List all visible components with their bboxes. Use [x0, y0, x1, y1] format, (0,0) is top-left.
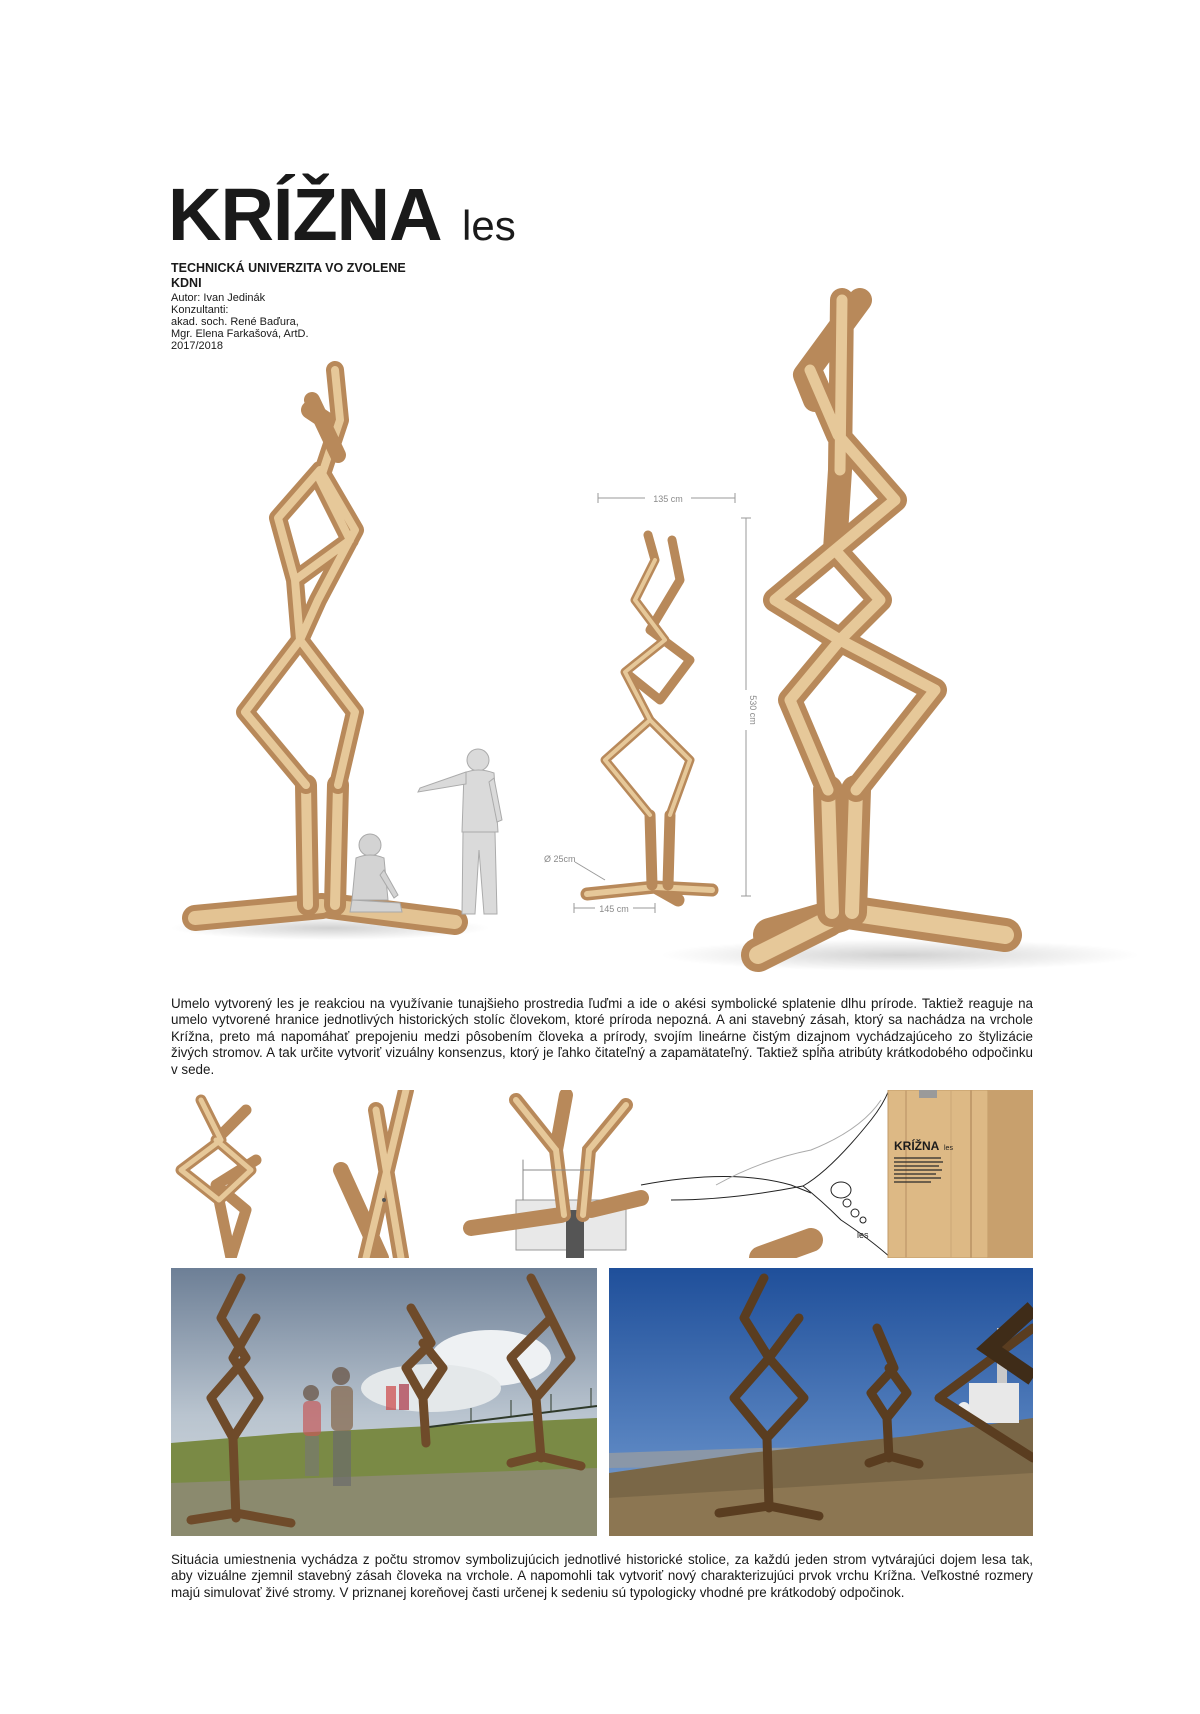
post-label-title: KRÍŽNA: [894, 1139, 940, 1153]
tree-sculpture-right: [660, 300, 1140, 971]
detail-foundation: [471, 1095, 641, 1258]
detail-trunk-joint: [341, 1090, 406, 1258]
tree-sculpture-left: [170, 370, 490, 940]
map-label-les: les: [857, 1230, 869, 1240]
description-paragraph-1: Umelo vytvorený les je reakciou na využívanie tunajšieho prostredia ľuďmi a ide o akési symbolické splatenie dlhu prírode. Taktiež reaguje na umelo vytvorené hranice jednotlivých historických stolíc človekom, ktoré príroda nepozná. A ani stavebný zásah, ktorý sa nachádza na vrchole Krížna, preto má napomáhať prepojeniu medzi pôsobením človeka a prírody, svojím lineárne čistým dizajnom vychádzajúceho zo štylizácie živých stromov. A tak určite vytvoriť vizuálny konsenzus, ktorý je ľahko čitateľný a zapamätateľný. Taktiež spĺňa atribúty krátkodobého odpočinku v sede.: [171, 996, 1033, 1077]
detail-zigzag: [181, 1100, 256, 1258]
post-label-text-lines: [894, 1158, 943, 1182]
author-line: Autor: Ivan Jedinák: [171, 292, 266, 304]
detail-post-label: [761, 1090, 1033, 1258]
dim-width-top: 135 cm: [653, 494, 683, 504]
description-paragraph-2: Situácia umiestnenia vychádza z počtu stromov symbolizujúcich jednotlivé historické stolice, za každú jeden strom vytvárajúci dojem lesa tak, aby vizuálne zjemnil stavebný zásah človeka na vrchole. A napomohli tak vytvoriť nový charakterizujúci prvok vrchu Krížna. Veľkostné rozmery majú simulovať živé stromy. V priznanej koreňovej časti určenej k sedeniu sú typologicky vhodné pre krátkodobý odpočinok.: [171, 1552, 1033, 1600]
photomontage-left: [171, 1268, 597, 1536]
university-name: TECHNICKÁ UNIVERZITA VO ZVOLENE: [171, 261, 406, 275]
poster-title-suffix: les: [462, 202, 516, 249]
dim-width-base: 145 cm: [599, 904, 629, 914]
poster-title: KRÍŽNA: [168, 173, 442, 256]
department-name: KDNI: [171, 276, 202, 290]
consultants-label: Konzultanti:: [171, 304, 229, 316]
figure-standing: [418, 749, 502, 914]
tree-sculpture-dimensioned: [587, 535, 712, 900]
dim-height: 530 cm: [748, 695, 758, 725]
figure-sitting: [350, 834, 402, 912]
dim-diameter: Ø 25cm: [544, 854, 576, 864]
photomontage-right: [609, 1268, 1033, 1536]
main-render: [0, 280, 1200, 980]
consultant-1: akad. soch. René Baďura,: [171, 316, 299, 328]
consultant-2: Mgr. Elena Farkašová, ArtD.: [171, 328, 309, 340]
post-label-suffix: les: [944, 1145, 953, 1152]
year-line: 2017/2018: [171, 340, 223, 352]
detail-strip: [171, 1090, 1033, 1258]
